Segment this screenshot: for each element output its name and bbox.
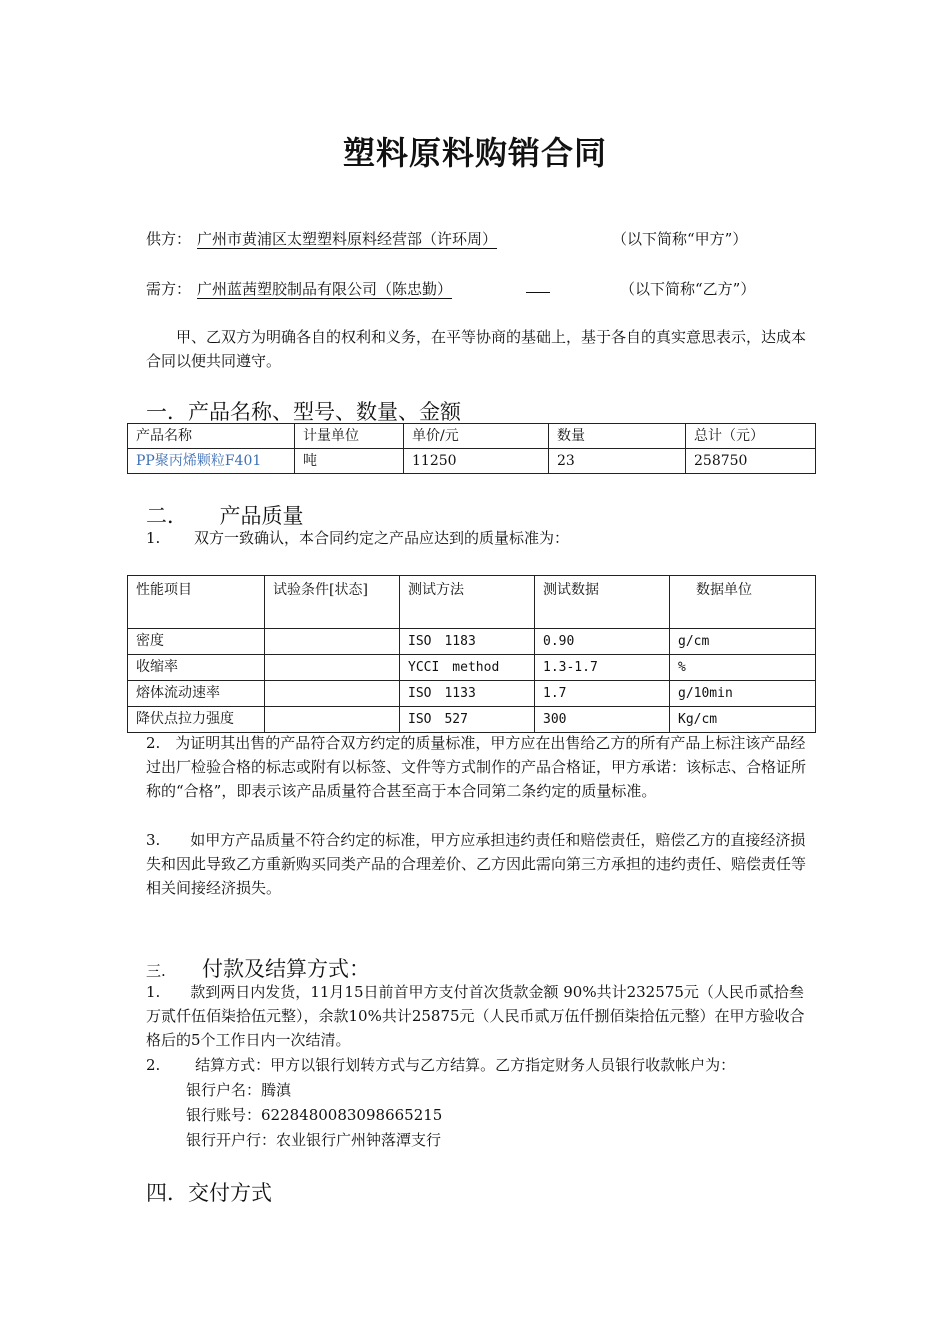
heading-text: 付款及结算方式： <box>202 957 370 981</box>
clause-text: 双方一致确认，本合同约定之产品应达到的质量标准为： <box>194 529 570 547</box>
heading-number: 三. <box>146 962 166 980</box>
bank-branch: 银行开户行：农业银行广州钟落潭支行 <box>186 1131 442 1149</box>
section3-heading <box>146 953 370 983</box>
buyer-label: 需方： <box>146 280 192 298</box>
product-table <box>127 423 816 474</box>
clause-number: 1. <box>146 529 161 547</box>
table-row <box>128 655 816 681</box>
section3-clause1: 1. 款到两日内发货，11月15日前首甲方支付首次货款金额 90%共计232575元（人民币贰拾叁万贰仟伍佰柒拾伍元整），余款10%共计25875元（人民币贰万伍仟捌佰柒拾伍元整）在甲方验收合格后的5个工作日内一次结清。 <box>146 983 805 1049</box>
cell: YCCI method <box>400 655 535 681</box>
cell: ISO 1183 <box>400 629 535 655</box>
cell: 密度 <box>128 629 265 655</box>
bank-account-name: 银行户名：腾滇 <box>186 1081 292 1099</box>
col-header: 测试数据 <box>535 576 670 629</box>
cell: 0.90 <box>535 629 670 655</box>
product-name-cell: PP聚丙烯颗粒F401 <box>128 449 295 474</box>
table-row <box>128 449 816 474</box>
quantity-cell: 23 <box>549 449 686 474</box>
section1-heading: 一．产品名称、型号、数量、金额 <box>146 400 461 424</box>
section4-heading: 四．交付方式 <box>146 1181 272 1205</box>
col-header: 性能项目 <box>128 576 265 629</box>
buyer-line <box>146 278 756 299</box>
col-header: 数量 <box>549 424 686 449</box>
section2-clause3: 3. 如甲方产品质量不符合约定的标准，甲方应承担违约责任和赔偿责任，赔偿乙方的直接经济损失和因此导致乙方重新购买同类产品的合理差价、乙方因此需向第三方承担的违约责任、赔偿责任等相关间接经济损失。 <box>146 831 807 897</box>
cell: 300 <box>535 707 670 733</box>
col-header: 测试方法 <box>400 576 535 629</box>
table-row <box>128 681 816 707</box>
col-header: 总计（元） <box>686 424 816 449</box>
cell: 熔体流动速率 <box>128 681 265 707</box>
quality-table <box>127 575 816 733</box>
blank-underline <box>526 280 550 293</box>
cell: 收缩率 <box>128 655 265 681</box>
cell: ISO 1133 <box>400 681 535 707</box>
cell <box>265 655 400 681</box>
supplier-name: 广州市黄浦区太塑塑料原料经营部（许环周） <box>197 230 498 248</box>
cell: ISO 527 <box>400 707 535 733</box>
supplier-label: 供方： <box>146 230 192 248</box>
section2-heading: 二． 产品质量 <box>146 504 304 528</box>
col-header: 单价/元 <box>404 424 549 449</box>
table-header-row <box>128 576 816 629</box>
section2-clause1 <box>146 526 810 550</box>
buyer-abbr: （以下简称“乙方”） <box>620 280 756 298</box>
section2-clause2: 2. 为证明其出售的产品符合双方约定的质量标准，甲方应在出售给乙方的所有产品上标注该产品经过出厂检验合格的标志或附有以标签、文件等方式制作的产品合格证，甲方承诺：该标志、合格证所称的“合格”，即表示该产品质量符合甚至高于本合同第二条约定的质量标准。 <box>146 734 807 800</box>
cell: Kg/cm <box>670 707 816 733</box>
cell <box>265 629 400 655</box>
table-header-row <box>128 424 816 449</box>
supplier-abbr: （以下简称“甲方”） <box>612 230 748 248</box>
buyer-name: 广州蓝茜塑胶制品有限公司（陈忠勤） <box>197 280 453 298</box>
col-header: 产品名称 <box>128 424 295 449</box>
section3-clause2: 2. 结算方式：甲方以银行划转方式与乙方结算。乙方指定财务人员银行收款帐户为： <box>146 1056 736 1074</box>
supplier-line <box>146 228 748 249</box>
unit-cell: 吨 <box>295 449 404 474</box>
cell: g/cm <box>670 629 816 655</box>
cell <box>265 707 400 733</box>
col-header: 试验条件[状态] <box>265 576 400 629</box>
cell <box>265 681 400 707</box>
col-header: 计量单位 <box>295 424 404 449</box>
cell: 1.3-1.7 <box>535 655 670 681</box>
total-cell: 258750 <box>686 449 816 474</box>
table-row <box>128 629 816 655</box>
col-header: 数据单位 <box>670 576 816 629</box>
bank-account-number: 银行账号：6228480083098665215 <box>186 1106 443 1124</box>
cell: g/10min <box>670 681 816 707</box>
cell: 降伏点拉力强度 <box>128 707 265 733</box>
cell: % <box>670 655 816 681</box>
table-row <box>128 707 816 733</box>
intro-paragraph: 甲、乙双方为明确各自的权利和义务，在平等协商的基础上，基于各自的真实意思表示，达成本合同以便共同遵守。 <box>146 328 807 370</box>
price-cell: 11250 <box>404 449 549 474</box>
document-title: 塑料原料购销合同 <box>342 134 607 172</box>
cell: 1.7 <box>535 681 670 707</box>
